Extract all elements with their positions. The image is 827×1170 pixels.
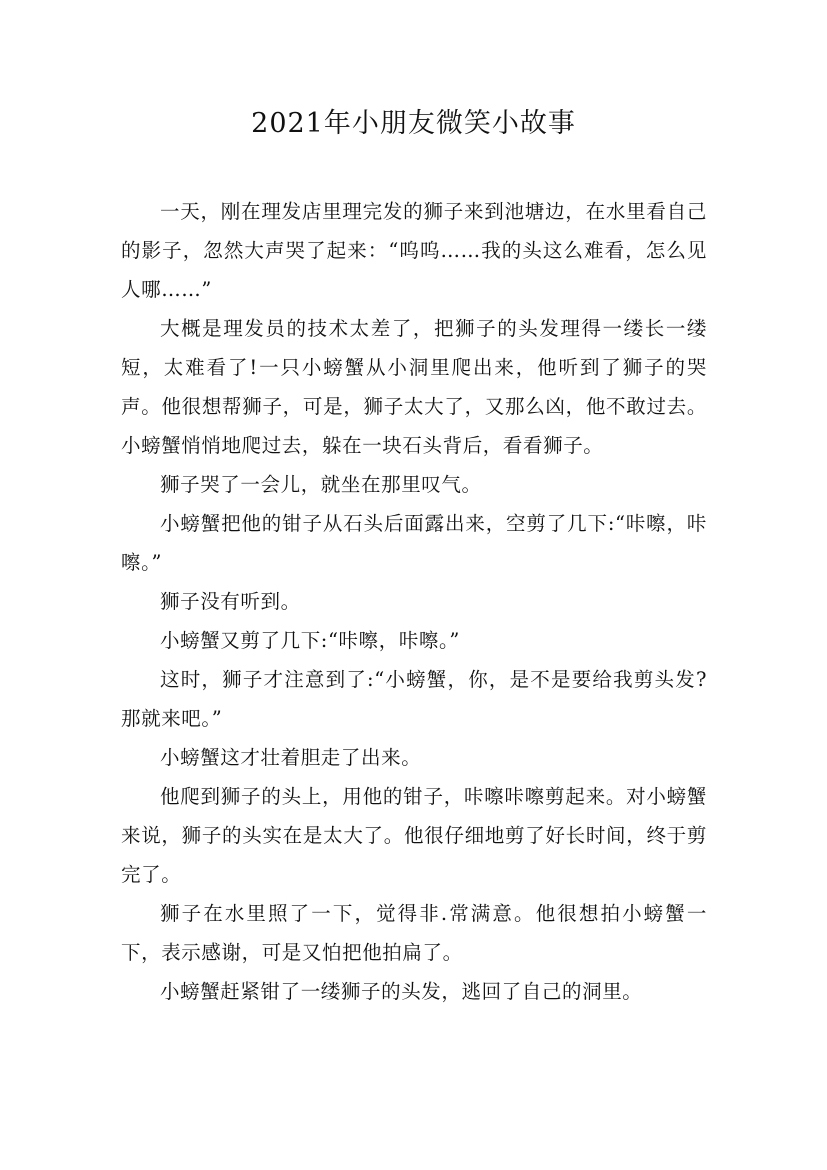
paragraph-4: 小螃蟹把他的钳子从石头后面露出来，空剪了几下:“咔嚓，咔嚓。”: [121, 512, 707, 574]
paragraph-3: 狮子哭了一会儿，就坐在那里叹气。: [160, 473, 482, 496]
document-body: [121, 192, 707, 1011]
paragraph-6: 小螃蟹又剪了几下:“咔嚓，咔嚓。”: [160, 629, 460, 652]
paragraph-10: 狮子在水里照了一下，觉得非.常满意。他很想拍小螃蟹一下，表示感谢，可是又怕把他拍扁了。: [121, 902, 707, 964]
paragraph-5: 狮子没有听到。: [160, 590, 301, 613]
paragraph-1: 一天，刚在理发店里理完发的狮子来到池塘边，在水里看自己的影子，忽然大声哭了起来：“呜呜……我的头这么难看，怎么见人哪……”: [121, 200, 707, 301]
paragraph-8: 小螃蟹这才壮着胆走了出来。: [160, 746, 422, 769]
paragraph-2: 大概是理发员的技术太差了，把狮子的头发理得一缕长一缕短，太难看了!一只小螃蟹从小洞里爬出来，他听到了狮子的哭声。他很想帮狮子，可是，狮子太大了，又那么凶，他不敢过去。小螃蟹悄悄地爬过去，躲在一块石头背后，看看狮子。: [121, 317, 707, 457]
document-title: 2021年小朋友微笑小故事: [251, 108, 576, 139]
paragraph-11: 小螃蟹赶紧钳了一缕狮子的头发，逃回了自己的洞里。: [160, 980, 643, 1003]
paragraph-9: 他爬到狮子的头上，用他的钳子，咔嚓咔嚓剪起来。对小螃蟹来说，狮子的头实在是太大了。他很仔细地剪了好长时间，终于剪完了。: [121, 785, 707, 886]
paragraph-7: 这时，狮子才注意到了:“小螃蟹，你，是不是要给我剪头发?那就来吧。”: [121, 668, 707, 730]
